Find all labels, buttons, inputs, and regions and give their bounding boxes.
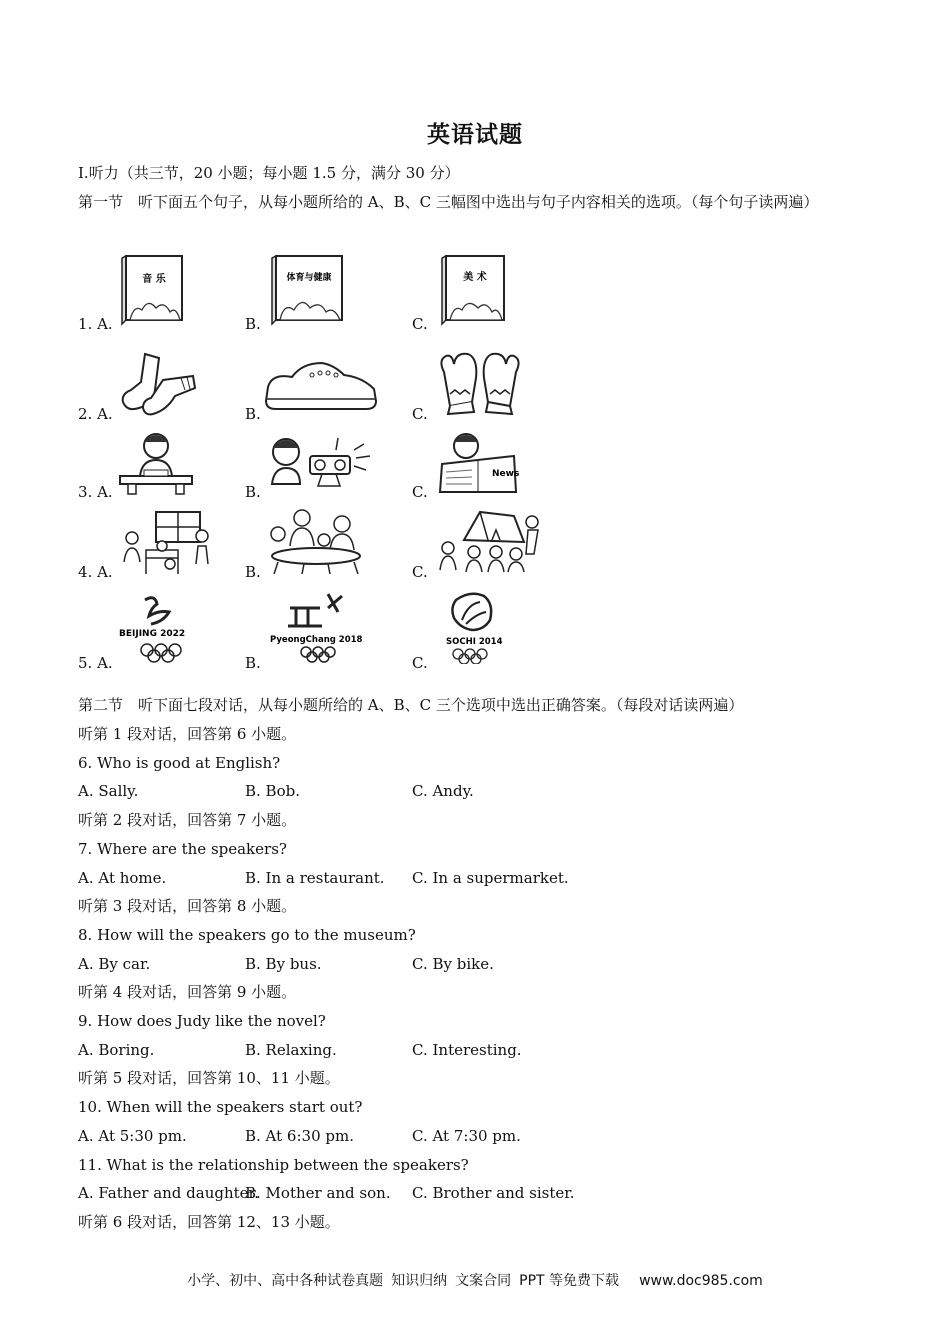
- option-b: B. By bus.: [245, 955, 322, 973]
- option-c: C. Interesting.: [412, 1041, 522, 1059]
- pyeongchang-logo-text: PyeongChang 2018: [270, 635, 362, 645]
- q2-b-label: B.: [245, 405, 261, 423]
- q4-label: 4. A.: [78, 563, 113, 581]
- music-book-picture: [118, 254, 186, 326]
- beijing-2022-logo: [115, 592, 207, 664]
- pyeongchang-2018-logo: [268, 592, 362, 664]
- boy-writing-icon: [116, 430, 196, 496]
- footer-text-1: 小学、初中、高中各种试卷真题: [187, 1273, 384, 1289]
- q3-b-label: B.: [245, 483, 261, 501]
- dialog-instruction: 听第 6 段对话，回答第 12、13 小题。: [78, 1213, 340, 1231]
- dialog-instruction: 听第 2 段对话，回答第 7 小题。: [78, 811, 297, 829]
- sneaker-icon: [262, 355, 380, 417]
- footer-text-3: 文案合同: [455, 1273, 512, 1289]
- sochi-logo-text: SOCHI 2014: [446, 637, 503, 647]
- dialog-instruction: 听第 3 段对话，回答第 8 小题。: [78, 897, 297, 915]
- q5-b-label: B.: [245, 654, 261, 672]
- q5-c-label: C.: [412, 654, 428, 672]
- option-b: B. Mother and son.: [245, 1184, 391, 1202]
- q2-c-label: C.: [412, 405, 428, 423]
- question-text: 6. Who is good at English?: [78, 754, 281, 772]
- beijing-logo-text: BEIJING 2022: [119, 629, 186, 639]
- footer-text-2: 知识归纳: [391, 1273, 448, 1289]
- question-text: 11. What is the relationship between the speakers?: [78, 1156, 469, 1174]
- option-a: A. At home.: [78, 869, 167, 887]
- option-a: A. At 5:30 pm.: [78, 1127, 187, 1145]
- question-text: 9. How does Judy like the novel?: [78, 1012, 326, 1030]
- classroom-icon: [116, 508, 212, 576]
- q1-label: 1. A.: [78, 315, 113, 333]
- newspaper-text: News: [492, 469, 520, 479]
- option-a: A. Father and daughter.: [78, 1184, 259, 1202]
- q1-b-label: B.: [245, 315, 261, 333]
- page-title: 英语试题: [427, 122, 523, 148]
- option-c: C. Brother and sister.: [412, 1184, 575, 1202]
- camping-icon: [434, 506, 544, 576]
- q1-c-label: C.: [412, 315, 428, 333]
- boy-listening-radio-icon: [266, 432, 374, 494]
- question-text: 10. When will the speakers start out?: [78, 1098, 363, 1116]
- music-book-title: 音 乐: [142, 274, 166, 285]
- option-a: A. By car.: [78, 955, 151, 973]
- part1-heading: I.听力（共三节，20 小题；每小题 1.5 分，满分 30 分）: [78, 164, 460, 182]
- art-book-title: 美 术: [463, 272, 487, 283]
- option-c: C. In a supermarket.: [412, 869, 569, 887]
- mittens-icon: [434, 350, 526, 418]
- footer-text-4: PPT 等免费下载: [519, 1273, 620, 1289]
- section2-instruction: 第二节 听下面七段对话，从每小题所给的 A、B、C 三个选项中选出正确答案。（每段对话读两遍）: [78, 696, 744, 714]
- q4-b-label: B.: [245, 563, 261, 581]
- page-footer: [0, 1270, 950, 1290]
- question-text: 7. Where are the speakers?: [78, 840, 287, 858]
- option-a: A. Sally.: [78, 782, 139, 800]
- q3-c-label: C.: [412, 483, 428, 501]
- sochi-2014-logo: [440, 590, 508, 664]
- q4-c-label: C.: [412, 563, 428, 581]
- question-text: 8. How will the speakers go to the museum?: [78, 926, 416, 944]
- boy-reading-newspaper-icon: [436, 430, 520, 496]
- footer-url[interactable]: www.doc985.com: [639, 1273, 763, 1289]
- q5-label: 5. A.: [78, 654, 113, 672]
- option-b: B. Relaxing.: [245, 1041, 337, 1059]
- dialog-instruction: 听第 5 段对话，回答第 10、11 小题。: [78, 1069, 340, 1087]
- socks-icon: [115, 350, 201, 422]
- pe-book-picture: [268, 254, 346, 326]
- option-a: A. Boring.: [78, 1041, 155, 1059]
- option-c: C. By bike.: [412, 955, 494, 973]
- family-dinner-icon: [264, 506, 368, 576]
- dialog-instruction: 听第 1 段对话，回答第 6 小题。: [78, 725, 297, 743]
- option-c: C. At 7:30 pm.: [412, 1127, 521, 1145]
- section1-instruction: 第一节 听下面五个句子，从每小题所给的 A、B、C 三幅图中选出与句子内容相关的选项。（每个句子读两遍）: [78, 193, 819, 211]
- option-b: B. Bob.: [245, 782, 300, 800]
- art-book-picture: [438, 254, 508, 326]
- pe-book-title: 体育与健康: [286, 273, 332, 283]
- q3-label: 3. A.: [78, 483, 113, 501]
- option-b: B. At 6:30 pm.: [245, 1127, 354, 1145]
- dialog-instruction: 听第 4 段对话，回答第 9 小题。: [78, 983, 297, 1001]
- option-c: C. Andy.: [412, 782, 474, 800]
- q2-label: 2. A.: [78, 405, 113, 423]
- option-b: B. In a restaurant.: [245, 869, 385, 887]
